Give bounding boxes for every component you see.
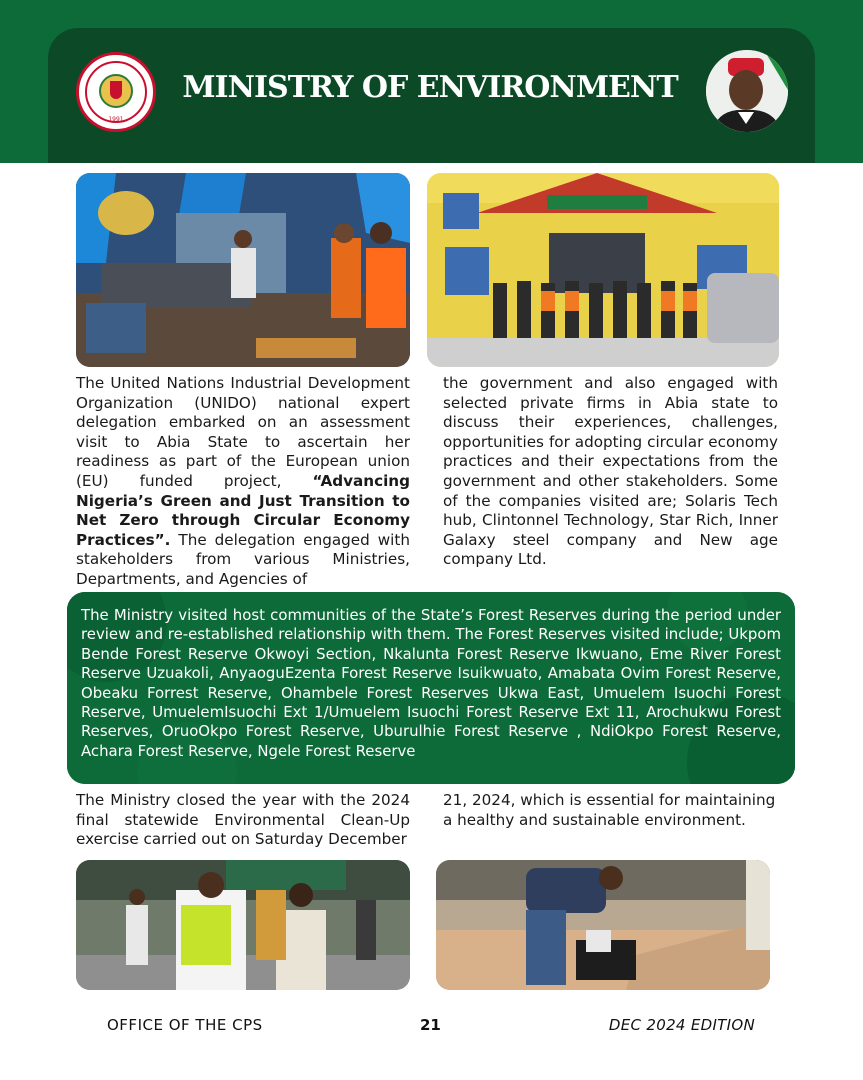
footer-edition-label: DEC 2024 EDITION <box>608 1016 755 1034</box>
cleanup-text-left: The Ministry closed the year with the 2024 final statewide Environmental Clean-Up exercise carried out on Saturday December <box>76 791 410 849</box>
seal-year: 1991 <box>108 116 124 123</box>
forest-reserves-panel <box>67 592 795 784</box>
abia-state-seal-icon <box>76 52 156 132</box>
governor-portrait-icon <box>706 50 788 132</box>
clean-up-worker-photo <box>436 860 770 990</box>
article-text-continuation: The delegation engaged with stakeholders from various Ministries, Departments, and Agencies of <box>76 530 410 588</box>
office-building-group-photo <box>427 173 779 367</box>
factory-workshop-photo <box>76 173 410 367</box>
forest-reserves-text: The Ministry visited host communities of the State’s Forest Reserves during the period under review and re-established relationship with them. The Forest Reserves visited include; Ukpom Bende Forest Reserve Okwoyi Section, Nkalunta Forest Reserve Ikwuano, Eme River Forest Reserve Uzuakoli, AnyaoguEzenta Forest Reserve Isuikwuato, Amabata Ovim Forest Reserve, Obeaku Forrest Reserve, Ohambele Forest Reserves Ukwa East, Umuelem Isuochi Forest Reserve, UmuelemIsuochi Ext 1/Umuelem Isuochi Forest Reserve Ext 11, Arochukwu Forest Reserves, OruoOkpo Forest Reserve, Uburulhie Forest Reserve , NdiOkpo Forest Reserve, Achara Forest Reserve, Ngele Forest Reserve <box>81 606 781 760</box>
article-text-intro: The United Nations Industrial Development Organization (UNIDO) national expert delegation embarked on an assessment visit to Abia State to ascertain her readiness as part of the European union (EU) funded project, <box>76 374 410 490</box>
page-number: 21 <box>420 1016 441 1034</box>
clean-up-officials-photo <box>76 860 410 990</box>
cleanup-text-right: 21, 2024, which is essential for maintaining a healthy and sustainable environment. <box>443 791 776 829</box>
article-text-companies: the government and also engaged with selected private firms in Abia state to discuss their experiences, challenges, opportunities for adopting circular economy practices and their expectations from the government and other stakeholders. Some of the companies visited are; Solaris Tech hub, Clintonnel Technology, Star Rich, Inner Galaxy steel company and New age company Ltd. <box>443 374 778 569</box>
article-column-right <box>443 374 778 570</box>
cleanup-column-left <box>76 791 410 850</box>
project-title-bold: “Advancing Nigeria’s Green and Just Transition to Net Zero through Circular Economy Practices”. <box>76 471 410 549</box>
article-column-left <box>76 374 410 590</box>
page-title: MINISTRY OF ENVIRONMENT <box>182 70 678 105</box>
seal-shield-icon <box>110 81 122 99</box>
cleanup-column-right <box>443 791 778 830</box>
footer-office-label: OFFICE OF THE CPS <box>107 1016 263 1034</box>
